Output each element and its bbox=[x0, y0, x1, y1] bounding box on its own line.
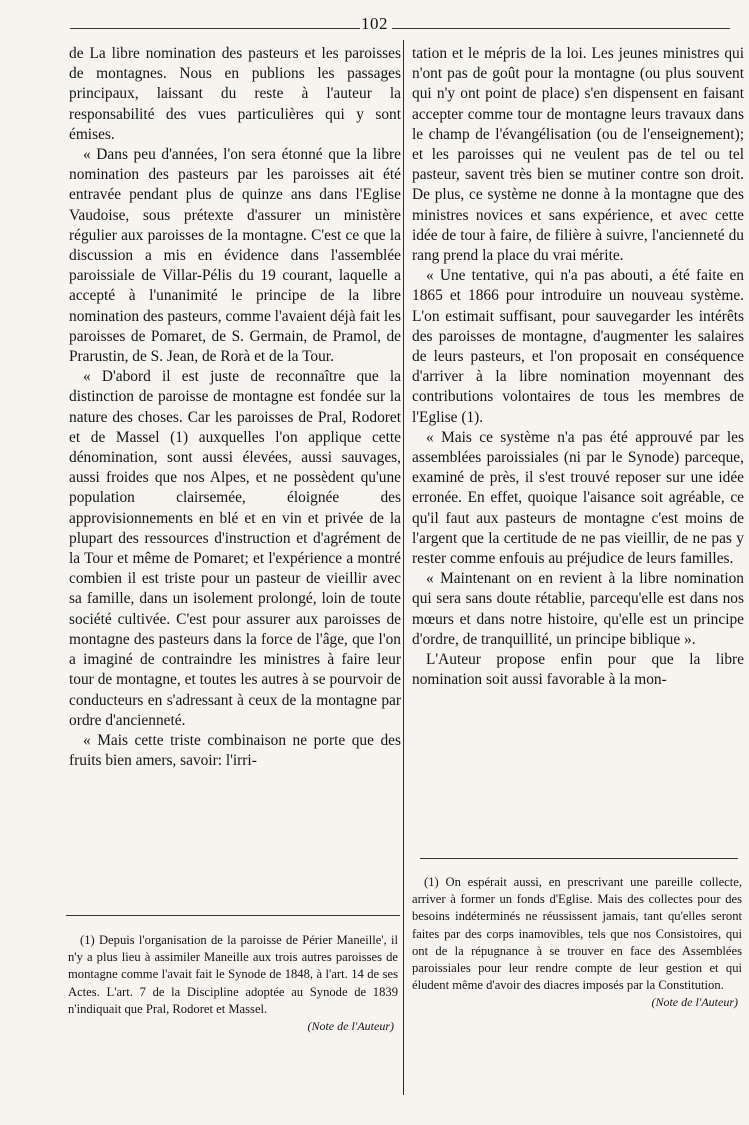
footnote-right-text: (1) On espérait aussi, en prescrivant une pareille collecte, arriver à former un fonds d'Eglise. Mais des collectes pour des besoins indéterminés ne réussissent jamais, tant qu'elles seront faites par des corps inamovibles, tels que nos Consistoires, qui ont de la répugnance à se trouver en face des Assemblées paroissiales pour leur rendre compte de leur gestion et qui éludent même d'avoir des diacres imposés par la Constitution. bbox=[412, 875, 742, 993]
footnote-rule-left bbox=[66, 915, 400, 916]
footnote-rule-right bbox=[420, 858, 738, 859]
left-paragraph-1: de La libre nomination des pasteurs et les paroisses de montagnes. Nous en publions les passages principaux, laissant du reste à l'auteur la responsabilité des vues particulières qui y sont émises. bbox=[69, 45, 401, 143]
footnote-right bbox=[412, 874, 742, 1012]
right-paragraph-3: « Mais ce système n'a pas été approuvé par les assemblées paroissiales (ni par le Synode) parceque, examiné de près, il s'est trouvé reposer sur une idée erronée. En effet, quoique l'aisance soit agréable, ce qu'il faut aux pasteurs de montagne c'est moins de l'argent que la certitude de ne pas vieillir, de ne pas y rester comme enfouis au préjudice de leurs familles. bbox=[412, 428, 744, 568]
left-paragraph-4: « Mais cette triste combinaison ne porte que des fruits bien amers, savoir: l'irri- bbox=[69, 731, 401, 770]
footnote-left-sign: (Note de l'Auteur) bbox=[307, 1019, 394, 1034]
column-divider bbox=[403, 40, 404, 1095]
header-rule-right bbox=[392, 28, 730, 29]
left-paragraph-3: « D'abord il est juste de reconnaître que la distinction de paroisse de montagne est fondée sur la nature des choses. Car les paroisses de Pral, Rodoret et de Massel (1) auxquelles l'on applique cette dénomination, sont aussi élevées, aussi sauvages, aussi froides que nos Alpes, et ne possèdent qu'une population clairsemée, éloignée des approvisionnements en blé et en vin et privée de la plupart des ressources d'instruction et d'agrément de la Tour et même de Pomaret; et l'expérience a montré combien il est triste pour un pasteur de vieillir avec sa famille, dans un isolement prolongé, loin de toute société cultivée. C'est pour assurer aux paroisses de montagne des pasteurs dans la force de l'âge, que l'on a imaginé de contraindre les ministres à faire leur tour de montagne, et toutes les autres à se pourvoir de conducteurs en s'adressant à ceux de la montagne par ordre d'ancienneté. bbox=[69, 368, 401, 729]
footnote-right-sign: (Note de l'Auteur) bbox=[651, 995, 738, 1010]
header-rule-left bbox=[70, 28, 360, 29]
left-paragraph-2: « Dans peu d'années, l'on sera étonné que la libre nomination des pasteurs par les paroisses ait été entravée pendant plus de quinze ans dans l'Eglise Vaudoise, sous prétexte d'assurer un ministère régulier aux paroisses de la montagne. C'est ce que la discussion a mis en évidence dans l'assemblée paroissiale de Villar-Pélis du 19 courant, laquelle a accepté à l'unanimité le principe de la libre nomination des pasteurs, comme l'avaient déjà fait les paroisses de Pomaret, de S. Germain, de Pramol, de Prarustin, de S. Jean, de Rorà et de la Tour. bbox=[69, 146, 401, 366]
right-column bbox=[412, 44, 744, 691]
right-paragraph-5: L'Auteur propose enfin pour que la libre nomination soit aussi favorable à la mon- bbox=[412, 651, 744, 689]
footnote-left-text: (1) Depuis l'organisation de la paroisse de Périer Maneille', il n'y a plus lieu à assimiler Maneille aux trois autres paroisses de montagne comme l'avait fait le Synode de 1848, à l'art. 14 de ses Actes. L'art. 7 de la Discipline adoptée au Synode de 1839 n'indiquait que Pral, Rodoret et Massel. bbox=[68, 933, 398, 1016]
right-paragraph-1: tation et le mépris de la loi. Les jeunes ministres qui n'ont pas de goût pour la montagne (ou plus souvent qui n'y ont point de place) s'en dispensent en faisant accepter comme tour de montagne leurs travaux dans le champ de l'évangélisation (ou de l'enseignement); et les paroisses qui ne veulent pas de tel ou tel pasteur, savent très bien se mutiner contre son droit. De plus, ce système ne donne à la montagne que des ministres novices et sans expérience, et avec cette idée de tour à faire, de filière à suivre, l'ancienneté du rang prend la place du vrai mérite. bbox=[412, 45, 744, 265]
page-number: 102 bbox=[361, 14, 388, 33]
right-paragraph-4: « Maintenant on en revient à la libre nomination qui sera sans doute rétablie, parcequ'elle est dans nos mœurs et dans notre histoire, qu'elle est un principe d'ordre, de tranquillité, un principe biblique ». bbox=[412, 570, 744, 648]
footnote-left bbox=[68, 932, 398, 1035]
left-column bbox=[69, 44, 401, 771]
right-paragraph-2: « Une tentative, qui n'a pas abouti, a été faite en 1865 et 1866 pour introduire un nouveau système. L'on estimait suffisant, pour sauvegarder les intérêts des paroisses de montagne, d'augmenter les salaires de leurs pasteurs, et l'on proposait en conséquence d'arriver à la libre nomination moyennant des contributions volontaires de tous les membres de l'Eglise (1). bbox=[412, 267, 744, 426]
